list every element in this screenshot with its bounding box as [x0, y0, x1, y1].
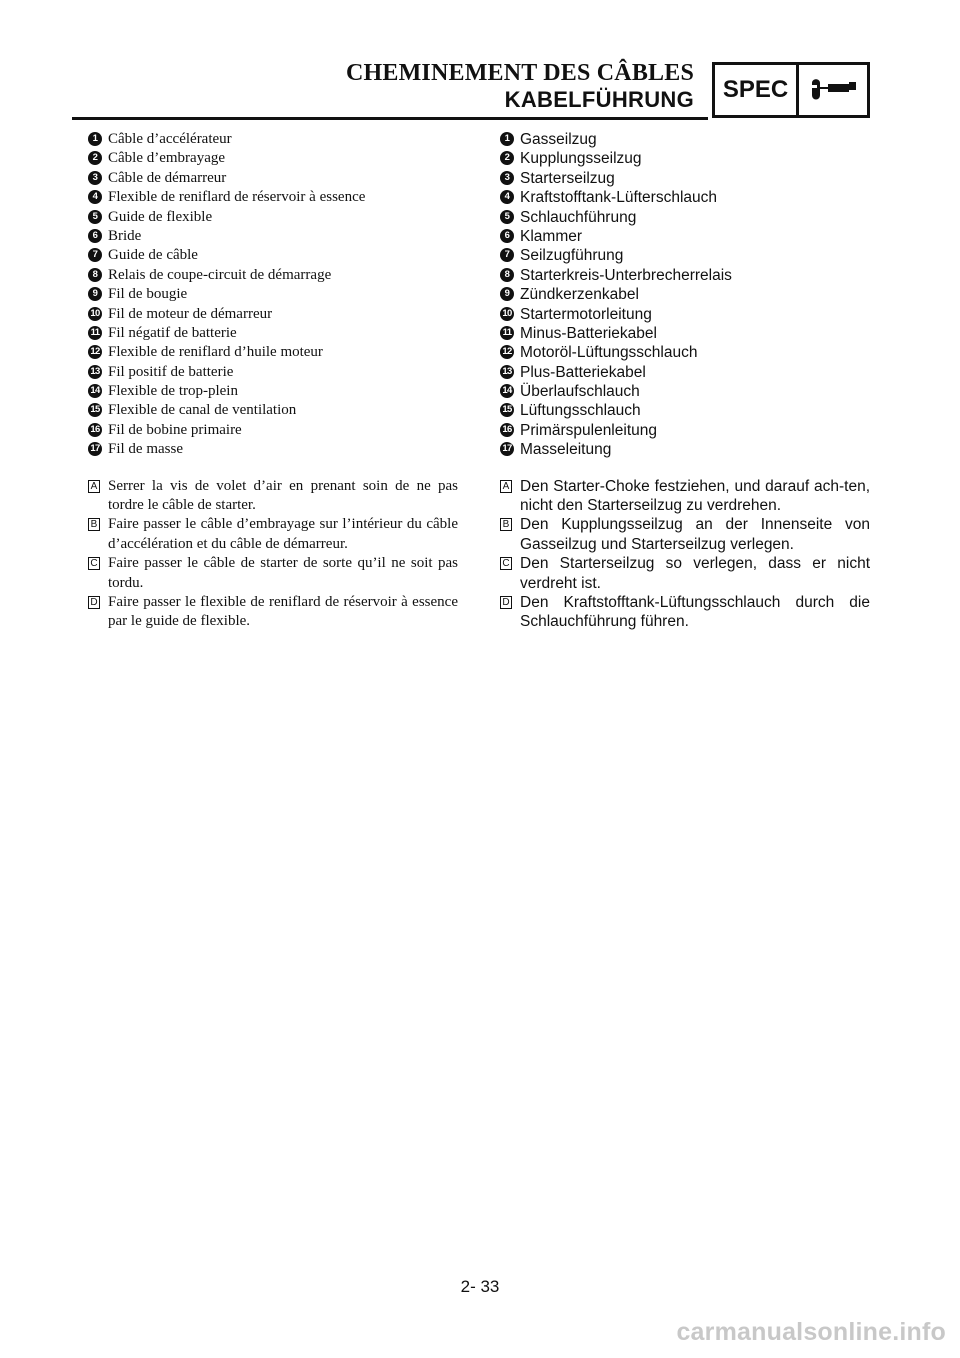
item-number-badge: 8 — [88, 268, 102, 282]
item-number-badge: 14 — [88, 384, 102, 398]
note-text: Serrer la vis de volet d’air en prenant soin de ne pas tordre le câble de starter. — [108, 477, 458, 514]
item-number-badge: 1 — [88, 132, 102, 146]
item-number-badge: 15 — [500, 403, 514, 417]
item-number-badge: 10 — [88, 307, 102, 321]
item-number-badge: 10 — [500, 307, 514, 321]
item-text: Fil de masse — [108, 441, 183, 458]
note-item — [500, 477, 870, 516]
item-text: Fil de bobine primaire — [108, 421, 242, 438]
item-number-badge: 12 — [88, 345, 102, 359]
french-parts-list — [88, 130, 458, 460]
item-number-badge: 4 — [500, 190, 514, 204]
item-number-badge: 3 — [88, 171, 102, 185]
note-letter-box: D — [500, 596, 512, 609]
item-text: Plus-Batteriekabel — [520, 363, 646, 381]
item-text: Klammer — [520, 227, 583, 245]
item-number-badge: 3 — [500, 171, 514, 185]
item-text: Fil de bougie — [108, 286, 188, 303]
item-number-badge: 13 — [500, 365, 514, 379]
item-text: Guide de flexible — [108, 208, 213, 225]
note-text: Den Kupplungsseilzug an der Innenseite von Gasseilzug und Starterseilzug verlegen. — [520, 516, 870, 553]
note-letter-box: C — [88, 557, 100, 570]
german-column — [500, 130, 870, 632]
note-letter-box: C — [500, 557, 512, 570]
list-item — [88, 421, 458, 440]
list-item — [500, 227, 870, 246]
item-text: Motoröl-Lüftungsschlauch — [520, 344, 698, 362]
wrench-icon — [799, 65, 867, 115]
note-item — [88, 593, 458, 632]
header-divider — [72, 117, 708, 120]
item-text: Starterseilzug — [520, 169, 615, 187]
item-number-badge: 5 — [88, 210, 102, 224]
item-text: Relais de coupe-circuit de démarrage — [108, 266, 332, 283]
note-letter-box: A — [500, 480, 512, 493]
item-number-badge: 9 — [500, 287, 514, 301]
item-number-badge: 6 — [500, 229, 514, 243]
list-item — [500, 324, 870, 343]
item-text: Fil négatif de batterie — [108, 324, 237, 341]
item-number-badge: 4 — [88, 190, 102, 204]
item-text: Startermotorleitung — [520, 305, 652, 323]
item-text: Minus-Batteriekabel — [520, 324, 657, 342]
list-item — [88, 169, 458, 188]
item-number-badge: 12 — [500, 345, 514, 359]
list-item — [88, 285, 458, 304]
item-number-badge: 14 — [500, 384, 514, 398]
item-text: Überlaufschlauch — [520, 383, 640, 401]
item-text: Kraftstofftank-Lüfterschlauch — [520, 189, 718, 207]
item-number-badge: 17 — [88, 442, 102, 456]
german-parts-list — [500, 130, 870, 460]
note-item — [88, 477, 458, 516]
item-number-badge: 2 — [500, 151, 514, 165]
list-item — [88, 324, 458, 343]
item-text: Starterkreis-Unterbrecherrelais — [520, 266, 732, 284]
item-text: Fil de moteur de démarreur — [108, 305, 273, 322]
item-text: Fil positif de batterie — [108, 363, 234, 380]
item-text: Câble d’embrayage — [108, 150, 226, 167]
list-item — [500, 401, 870, 420]
item-text: Câble d’accélérateur — [108, 131, 232, 147]
list-item — [88, 266, 458, 285]
item-number-badge: 9 — [88, 287, 102, 301]
item-number-badge: 13 — [88, 365, 102, 379]
page-title-german: KABELFÜHRUNG — [504, 87, 694, 112]
item-text: Masseleitung — [520, 441, 612, 459]
list-item — [500, 208, 870, 227]
note-item — [500, 554, 870, 593]
item-number-badge: 11 — [88, 326, 102, 340]
list-item — [88, 130, 458, 149]
note-item — [88, 554, 458, 593]
list-item — [500, 169, 870, 188]
item-text: Schlauchführung — [520, 208, 637, 226]
list-item — [88, 305, 458, 324]
list-item — [500, 382, 870, 401]
item-text: Flexible de reniflard d’huile moteur — [108, 344, 323, 361]
item-text: Flexible de canal de ventilation — [108, 402, 297, 419]
item-number-badge: 2 — [88, 151, 102, 165]
list-item — [88, 382, 458, 401]
item-text: Gasseilzug — [520, 131, 597, 148]
item-number-badge: 7 — [88, 248, 102, 262]
list-item — [88, 343, 458, 362]
note-letter-box: A — [88, 480, 100, 493]
spec-label: SPEC — [715, 65, 799, 115]
note-text: Faire passer le flexible de reniflard de réservoir à essence par le guide de flexible. — [108, 594, 458, 630]
item-text: Câble de démarreur — [108, 169, 227, 186]
item-number-badge: 11 — [500, 326, 514, 340]
list-item — [500, 305, 870, 324]
note-text: Den Kraftstofftank-Lüftungsschlauch durch die Schlauchführung führen. — [520, 594, 870, 631]
item-text: Flexible de reniflard de réservoir à essence — [108, 189, 366, 206]
note-item — [500, 515, 870, 554]
item-number-badge: 5 — [500, 210, 514, 224]
page-title-french: CHEMINEMENT DES CÂBLES — [345, 60, 694, 86]
french-column — [88, 130, 458, 632]
item-number-badge: 7 — [500, 248, 514, 262]
list-item — [500, 246, 870, 265]
list-item — [88, 246, 458, 265]
list-item — [500, 363, 870, 382]
list-item — [88, 227, 458, 246]
list-item — [500, 285, 870, 304]
item-number-badge: 17 — [500, 442, 514, 456]
list-item — [500, 149, 870, 168]
list-item — [88, 149, 458, 168]
page-number: 2- 33 — [460, 1277, 500, 1296]
item-number-badge: 8 — [500, 268, 514, 282]
note-item — [500, 593, 870, 632]
list-item — [88, 401, 458, 420]
item-text: Guide de câble — [108, 247, 198, 264]
item-text: Bride — [108, 227, 142, 244]
list-item — [88, 208, 458, 227]
item-text: Seilzugführung — [520, 247, 624, 265]
list-item — [500, 343, 870, 362]
note-text: Den Starterseilzug so verlegen, dass er nicht verdreht ist. — [520, 555, 870, 592]
item-number-badge: 15 — [88, 403, 102, 417]
list-item — [88, 363, 458, 382]
item-number-badge: 16 — [500, 423, 514, 437]
item-text: Lüftungsschlauch — [520, 402, 641, 420]
note-text: Den Starter-Choke festziehen, und darauf ach-ten, nicht den Starterseilzug zu verdrehen. — [520, 477, 870, 515]
note-letter-box: D — [88, 596, 100, 609]
list-item — [500, 266, 870, 285]
note-item — [88, 515, 458, 554]
item-number-badge: 1 — [500, 132, 514, 146]
item-text: Zündkerzenkabel — [520, 286, 639, 304]
list-item — [500, 130, 870, 149]
list-item — [88, 440, 458, 459]
note-letter-box: B — [88, 518, 100, 531]
item-number-badge: 6 — [88, 229, 102, 243]
note-text: Faire passer le câble d’embrayage sur l’intérieur du câble d’accélération et du câble de démarreur. — [108, 516, 458, 552]
item-text: Flexible de trop-plein — [108, 383, 238, 400]
french-notes — [88, 477, 458, 632]
item-text: Primärspulenleitung — [520, 421, 657, 439]
list-item — [500, 421, 870, 440]
item-text: Kupplungsseilzug — [520, 150, 642, 168]
spec-badge — [712, 62, 870, 118]
list-item — [500, 440, 870, 459]
note-text: Faire passer le câble de starter de sorte qu’il ne soit pas tordu. — [108, 555, 458, 591]
note-letter-box: B — [500, 518, 512, 531]
watermark: carmanualsonline.info — [676, 1318, 946, 1346]
item-number-badge: 16 — [88, 423, 102, 437]
list-item — [88, 188, 458, 207]
german-notes — [500, 477, 870, 632]
list-item — [500, 188, 870, 207]
